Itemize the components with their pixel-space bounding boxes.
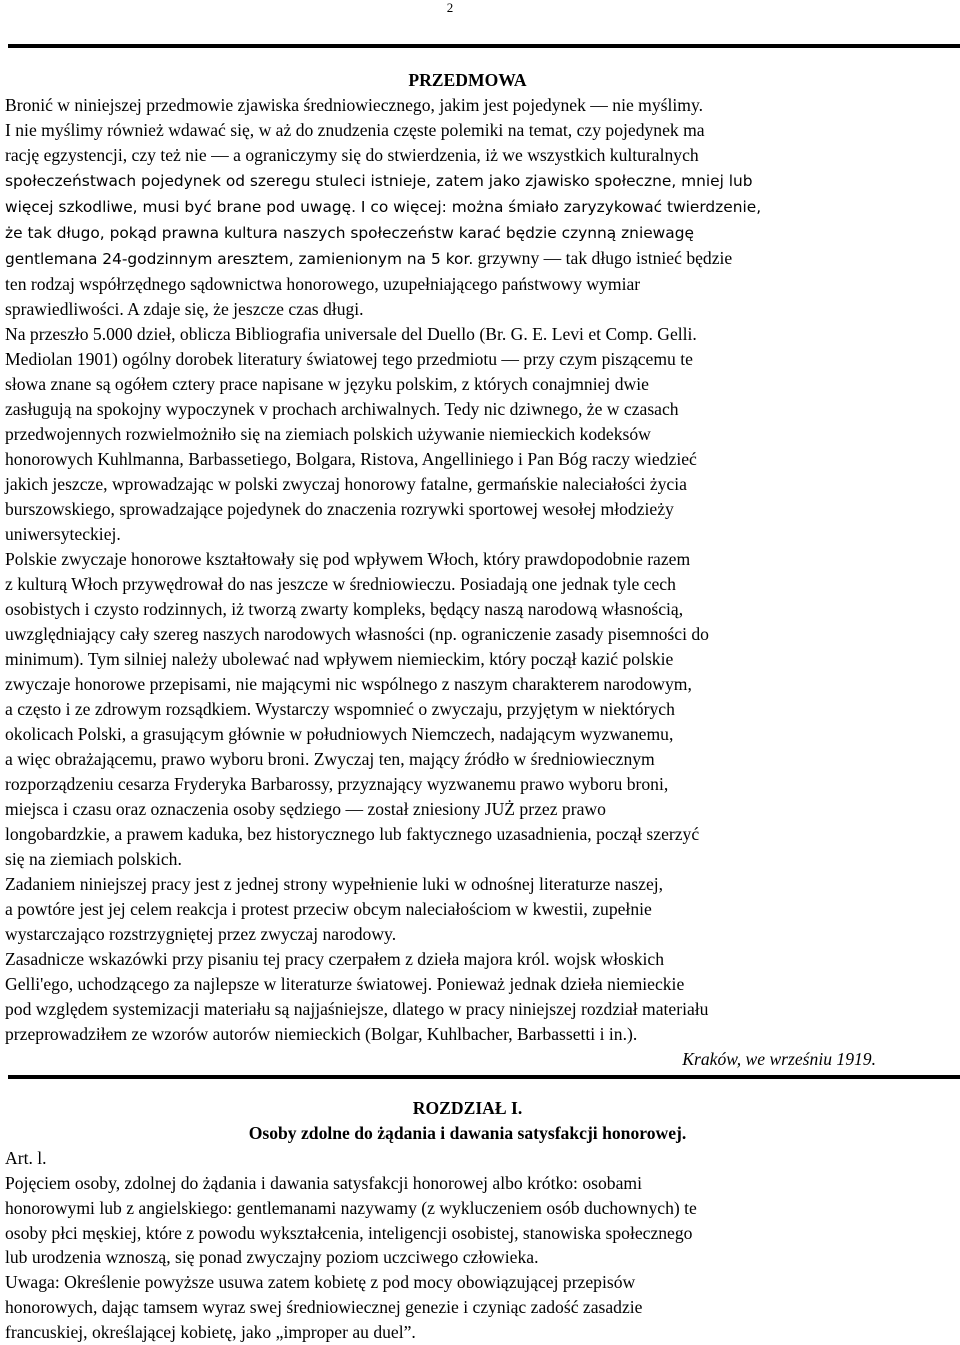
text-line: społeczeństwach pojedynek od szeregu stuleci istnieje, zatem jako zjawisko społeczne, mniej lub	[5, 172, 753, 190]
text-line: Uwaga: Określenie powyższe usuwa zatem kobietę z pod mocy obowiązującej przepisów	[5, 1272, 636, 1293]
text-line: Pojęciem osoby, zdolnej do żądania i dawania satysfakcji honorowej albo krótko: osobami	[5, 1173, 642, 1193]
text-line: że tak długo, pokąd prawna kultura naszych społeczeństw karać będzie czynną zniewagę	[5, 224, 694, 242]
text-line: z kulturą Włoch przywędrował do nas jeszcze w średniowieczu. Posiadają one jednak tyle cech	[5, 574, 676, 594]
chapter-title: Osoby zdolne do żądania i dawania satysfakcji honorowej.	[248, 1123, 687, 1143]
text-line: grzywny — tak długo istnieć będzie	[473, 248, 733, 268]
article-note	[5, 1270, 930, 1344]
text-line: honorowych Kuhlmanna, Barbassetiego, Bolgara, Ristova, Angelliniego i Pan Bóg raczy wiedzieć	[5, 449, 697, 469]
text-line: ten rodzaj współrzędnego sądownictwa honorowego, uzupełniającego państwowy wymiar	[5, 274, 641, 294]
text-line: uwzględniający cały szereg naszych narodowych własności (np. ograniczenie zasady pisemności do	[5, 624, 709, 644]
text-line: Na przeszło 5.000 dzieł, oblicza Bibliografia universale del Duello (Br. G. E. Levi et Comp. Gelli.	[5, 324, 697, 344]
preface-paragraph-1	[5, 93, 930, 322]
text-line: Mediolan 1901) ogólny dorobek literatury światowej tego przedmiotu — przy czym piszącemu te	[5, 349, 693, 369]
page-number: 2	[446, 0, 454, 15]
text-line: zwyczaje honorowe przepisami, nie mającymi nic wspólnego z naszym charakterem narodowym,	[5, 674, 692, 694]
text-line: Zadaniem niniejszej pracy jest z jednej strony wypełnienie luki w odnośnej literaturze naszej,	[5, 874, 664, 894]
text-line: więcej szkodliwe, musi być brane pod uwagę. I co więcej: można śmiało zaryzykować twierdzenie,	[5, 198, 762, 216]
text-line: uniwersyteckiej.	[5, 524, 121, 544]
preface-signature: Kraków, we wrześniu 1919.	[682, 1049, 876, 1069]
text-line: I nie myślimy również wdawać się, w aż do znudzenia częste polemiki na temat, czy pojedynek ma	[5, 120, 705, 140]
text-line: a więc obrażającemu, prawo wyboru broni. Zwyczaj ten, mający źródło w średniowiecznym	[5, 749, 655, 769]
preface-paragraph-5	[5, 947, 930, 1047]
text-line: lub urodzenia wznoszą, się ponad zwyczajny poziom uczciwego człowieka.	[5, 1247, 539, 1268]
preface-paragraph-3	[5, 547, 930, 872]
preface-section	[5, 68, 930, 1072]
text-line: gentlemana 24-godzinnym aresztem, zamienionym na 5 kor.	[5, 250, 474, 268]
text-line: rację egzystencji, czy też nie — a ograniczymy się do stwierdzenia, iż we wszystkich kulturalnych	[5, 145, 699, 165]
text-line: minimum). Tym silniej należy ubolewać nad wpływem niemieckim, który począł kazić polskie	[5, 649, 674, 669]
text-line: a powtóre jest jej celem reakcja i protest przeciw obcym naleciałościom w kwestii, zupełnie	[5, 899, 652, 919]
text-line: Gelli'ego, uchodzącego za najlepsze w literaturze światowej. Ponieważ jednak dzieła niemieckie	[5, 974, 685, 994]
section-divider	[8, 1075, 960, 1079]
text-line: honorowymi lub z angielskiego: gentlemanami nazywamy (z wykluczeniem osób duchownych) te	[5, 1197, 697, 1218]
text-line: Zasadnicze wskazówki przy pisaniu tej pracy czerpałem z dzieła majora król. wojsk włoskich	[5, 949, 665, 969]
text-line: jakich jeszcze, wprowadzając w polski zwyczaj honorowy fatalne, germańskie naleciałości życia	[5, 474, 687, 494]
text-line: a często i ze zdrowym rozsądkiem. Wystarczy wspomnieć o zwyczaju, przyjętym w niektórych	[5, 699, 675, 719]
preface-paragraph-2	[5, 322, 930, 547]
text-line: osobistych i czysto rodzinnych, iż tworzą zwarty kompleks, będący naszą narodową własnością,	[5, 599, 684, 619]
text-line: osoby płci męskiej, które z powodu wykształcenia, inteligencji osobistej, stanowiska społecznego	[5, 1222, 693, 1243]
text-line: Polskie zwyczaje honorowe kształtowały się pod wpływem Włoch, który prawdopodobnie razem	[5, 549, 691, 569]
preface-title: PRZEDMOWA	[408, 70, 527, 90]
text-line: przedwojennych rozwielmożniło się na ziemiach polskich używanie niemieckich kodeksów	[5, 424, 651, 444]
text-line: pod względem systemizacji materiału są najjaśniejsze, dlatego w pracy niniejszej rozdział materiału	[5, 999, 709, 1019]
text-line: burszowskiego, sprowadzające pojedynek do znaczenia rozrywki sportowej wesołej młodzieży	[5, 499, 674, 519]
text-line: zasługują na spokojny wypoczynek v prochach archiwalnych. Tedy nic dziwnego, że w czasach	[5, 399, 679, 419]
text-line: Bronić w niniejszej przedmowie zjawiska średniowiecznego, jakim jest pojedynek — nie myślimy.	[5, 95, 704, 115]
article-paragraph-1	[5, 1171, 930, 1270]
text-line: wystarczająco rozstrzygniętej przez zwyczaj narodowy.	[5, 924, 397, 944]
text-line: miejsca i czasu oraz oznaczenia osoby sędziego — został zniesiony JUŻ przez prawo	[5, 799, 606, 819]
preface-paragraph-4	[5, 872, 930, 947]
text-line: słowa znane są ogółem cztery prace napisane w języku polskim, z których conajmniej dwie	[5, 374, 649, 394]
text-line: się na ziemiach polskich.	[5, 849, 182, 869]
text-line: okolicach Polski, a grasującym głównie w południowych Niemczech, nadającym wyzwanemu,	[5, 724, 674, 744]
chapter-section	[5, 1096, 930, 1345]
text-line: longobardzkie, a prawem kaduka, bez historycznego lub faktycznego uzasadnienia, począł szerzyć	[5, 824, 700, 844]
text-line: honorowych, dając tamsem wyraz swej średniowiecznej genezie i czyniąc zadość zasadzie	[5, 1296, 643, 1317]
top-divider	[8, 44, 960, 48]
chapter-number: ROZDZIAŁ I.	[412, 1098, 523, 1118]
text-line: przeprowadziłem ze wzorów autorów niemieckich (Bolgar, Kuhlbacher, Barbassetti i in.).	[5, 1024, 638, 1044]
text-line: sprawiedliwości. A zdaje się, że jeszcze czas długi.	[5, 299, 364, 319]
text-line: francuskiej, określającej kobietę, jako „improper au duel”.	[5, 1321, 416, 1342]
article-label: Art. l.	[5, 1148, 47, 1168]
text-line: rozporządzeniu cesarza Fryderyka Barbarossy, przyznający wyzwanemu prawo wyboru broni,	[5, 774, 669, 794]
